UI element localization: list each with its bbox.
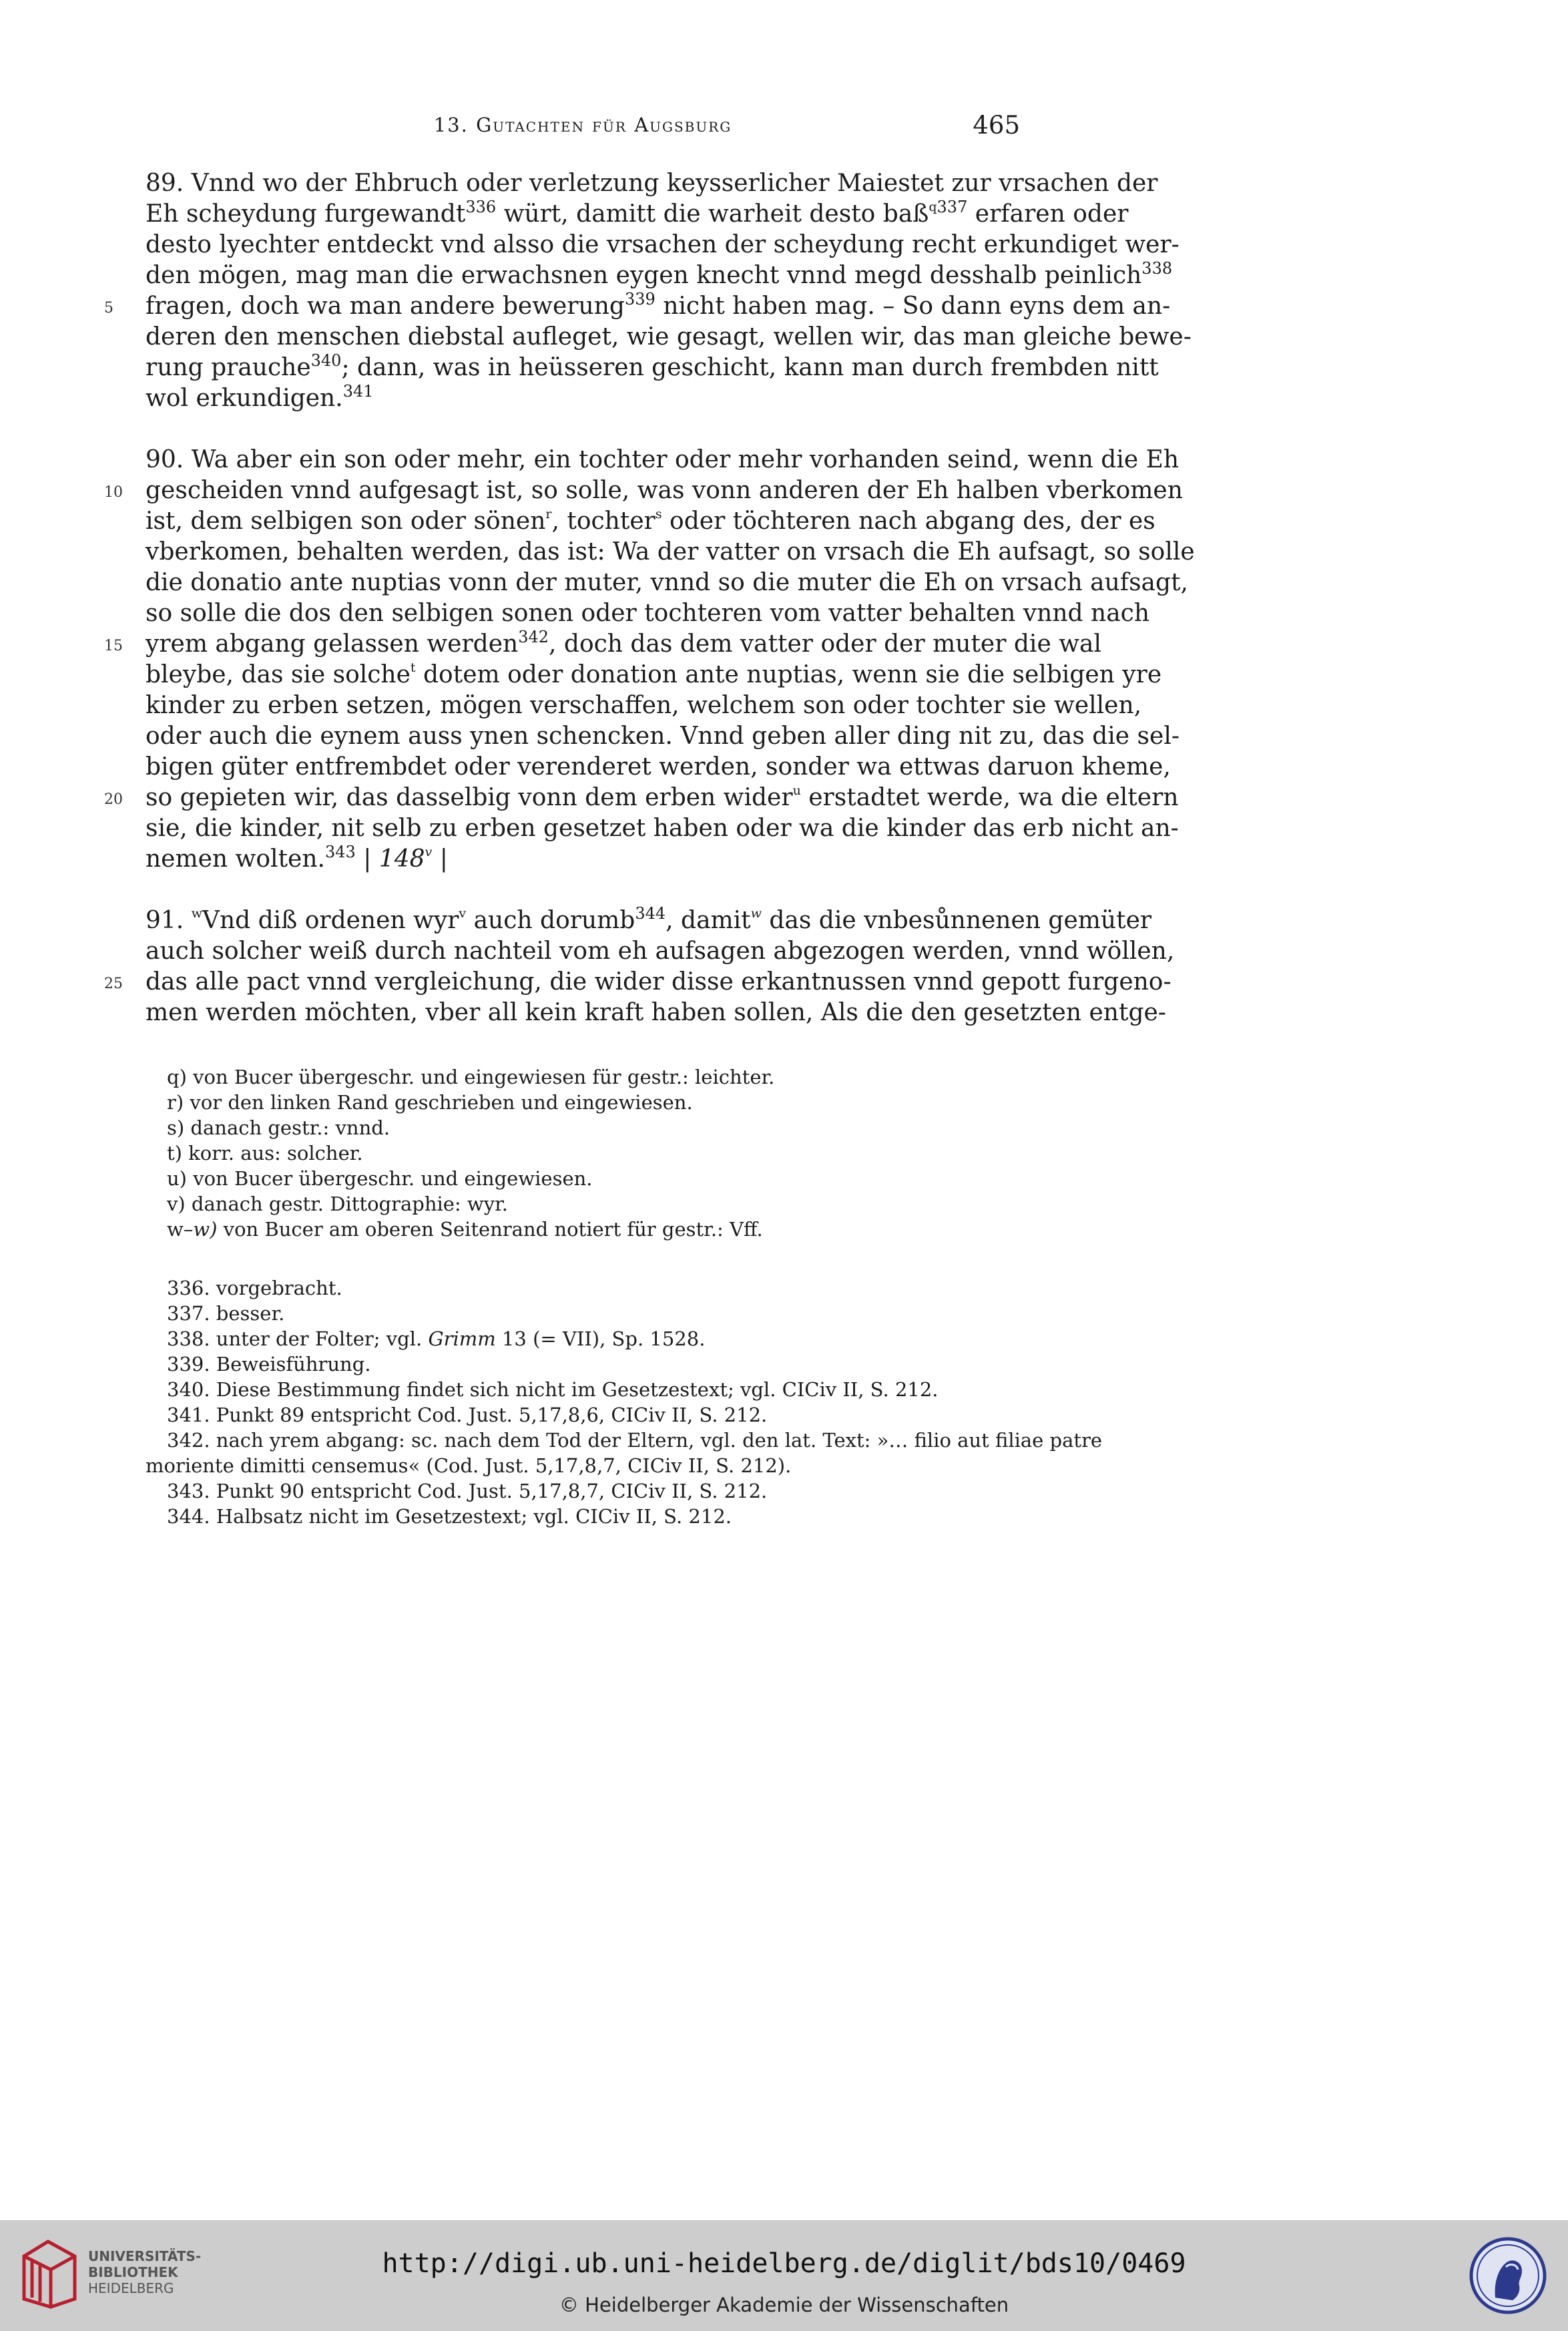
text-line [146, 813, 1179, 844]
text-run: | [355, 845, 379, 873]
text-run: 337. besser. [167, 1302, 285, 1325]
library-name-line: UNIVERSITÄTS- [88, 2248, 202, 2264]
footnote-entry [167, 1326, 1021, 1351]
footer-bar [0, 2220, 1568, 2331]
footer-url[interactable]: http://digi.ub.uni-heidelberg.de/diglit/bds10/0469 [382, 2248, 1186, 2279]
text-run: deren den menschen diebstal aufleget, wie gesagt, wellen wir, das man gleiche bewe- [146, 323, 1192, 351]
text-run: nemen wolten. [146, 845, 325, 873]
text-line [104, 967, 1171, 998]
footer-copyright: © Heidelberger Akademie der Wissenschaften [559, 2294, 1009, 2316]
text-line [104, 628, 1101, 660]
paragraph [104, 168, 1192, 414]
text-run: bigen güter entfrembdet oder verenderet werden, sonder wa ettwas daruon kheme, [146, 753, 1171, 781]
page-number: 465 [973, 111, 1020, 140]
apparatus-ref: v [459, 906, 467, 921]
text-run: , tochter [551, 507, 656, 535]
text-run: sie, die kinder, nit selb zu erben gesetzet haben oder wa die kinder das erb nicht an- [146, 815, 1179, 842]
apparatus-entry [167, 1140, 1021, 1166]
text-run: u) von Bucer übergeschr. und eingewiesen. [167, 1167, 593, 1190]
text-run: moriente dimitti censemus« (Cod. Just. 5,17,8,7, CICiv II, S. 212). [146, 1454, 792, 1477]
text-line [146, 660, 1162, 690]
footnote-entry [167, 1351, 1021, 1377]
footnote-entry [167, 1504, 1021, 1529]
footnote-entry [167, 1275, 1021, 1301]
apparatus-ref: s [655, 507, 662, 521]
footnote-entry [167, 1428, 1103, 1453]
footnote-ref: 343 [324, 843, 356, 861]
text-line [146, 259, 1173, 291]
text-run: gescheiden vnnd aufgesagt ist, so solle, was vonn anderen der Eh halben vberkomen [146, 477, 1183, 504]
line-number: 5 [104, 300, 113, 316]
italic-ref: v [425, 845, 433, 859]
text-run: 340. Diese Bestimmung findet sich nicht im Gesetzestext; vgl. CICiv II, S. 212. [167, 1378, 939, 1401]
text-line [146, 721, 1180, 752]
apparatus-ref: t [410, 660, 416, 675]
text-run: 90. Wa aber ein son oder mehr, ein tochter oder mehr vorhanden seind, wenn die Eh [146, 446, 1180, 473]
text-run: 343. Punkt 90 entspricht Cod. Just. 5,17,8,7, CICiv II, S. 212. [167, 1480, 768, 1502]
footnote-ref: 342 [518, 628, 549, 646]
text-run: dotem oder donation ante nuptias, wenn sie die selbigen yre [415, 661, 1162, 688]
folio-number: 148 [378, 845, 425, 873]
text-run: oder töchteren nach abgang des, der es [662, 507, 1155, 535]
text-run: erfaren oder [967, 200, 1129, 228]
apparatus-entry [167, 1217, 1021, 1242]
footnote-ref: 340 [310, 351, 342, 370]
text-run: 341. Punkt 89 entspricht Cod. Just. 5,17,8,6, CICiv II, S. 212. [167, 1404, 768, 1426]
text-run: desto lyechter entdeckt vnd alsso die vrsachen der scheydung recht erkundiget wer- [146, 231, 1180, 258]
footnote-ref: 339 [624, 290, 656, 308]
text-line [146, 230, 1180, 260]
text-line [104, 290, 1171, 322]
italic-text: w) [193, 1218, 218, 1241]
text-run: erstadtet werde, wa die eltern [800, 784, 1179, 811]
text-run: 91. [146, 907, 192, 934]
footnotes [146, 1275, 1103, 1529]
text-run: kinder zu erben setzen, mögen verschaffen, welchem son oder tochter sie wellen, [146, 692, 1142, 719]
footnote-ref: 337 [937, 198, 968, 216]
text-run: | [432, 845, 448, 873]
text-line [146, 998, 1166, 1028]
text-run: 89. Vnnd wo der Ehbruch oder verletzung keysserlicher Maiestet zur vrsachen der [146, 170, 1158, 197]
text-run: das alle pact vnnd vergleichung, die wider disse erkantnussen vnnd gepott furgeno- [146, 968, 1171, 996]
line-number: 20 [104, 791, 123, 808]
text-run: nicht haben mag. – So dann eyns dem an- [655, 292, 1171, 320]
footnote-ref: 341 [342, 382, 374, 401]
italic-ref: w [750, 906, 762, 921]
text-run: , doch das dem vatter oder der muter die wal [549, 630, 1101, 658]
text-line [146, 537, 1195, 568]
apparatus-ref: r [545, 507, 552, 521]
text-run: auch solcher weiß durch nachteil vom eh aufsagen abgezogen werden, vnnd wöllen, [146, 937, 1175, 965]
apparatus-entry [167, 1166, 1021, 1191]
footnote-entry [167, 1478, 1021, 1504]
paragraph [104, 445, 1195, 875]
footnote-ref: 336 [465, 198, 497, 216]
text-line [146, 690, 1142, 721]
footnote-entry [146, 1453, 1021, 1478]
text-line [146, 844, 1020, 875]
text-run: auch dorumb [466, 907, 635, 934]
text-run: oder auch die eynem auss ynen schencken. Vnnd geben aller ding nit zu, das die sel- [146, 722, 1180, 750]
text-line [146, 351, 1159, 383]
text-line [146, 568, 1188, 598]
running-title: 13. Gutachten für Augsburg [433, 114, 732, 136]
line-number: 15 [104, 638, 123, 654]
running-head [146, 111, 1020, 143]
text-line [146, 936, 1175, 967]
footnote-entry [167, 1301, 1021, 1326]
text-run: 338. unter der Folter; vgl. [167, 1327, 429, 1350]
text-run: fragen, doch wa man andere bewerung [146, 292, 625, 320]
text-run: wol erkundigen. [146, 385, 343, 412]
apparatus-entry [167, 1115, 1021, 1140]
text-run: v) danach gestr. Dittographie: wyr. [167, 1193, 509, 1215]
text-run: 336. vorgebracht. [167, 1277, 342, 1299]
text-run: 13 (= VII), Sp. 1528. [495, 1327, 706, 1350]
apparatus-ref: u [792, 783, 801, 798]
text-run: q) von Bucer übergeschr. und eingewiesen für gestr.: leichter. [167, 1066, 775, 1088]
text-run: so solle die dos den selbigen sonen oder tochteren vom vatter behalten vnnd nach [146, 600, 1150, 627]
apparatus-ref: q [929, 200, 937, 214]
footnote-entry [167, 1377, 1021, 1402]
text-run: so gepieten wir, das dasselbig vonn dem erben wider [146, 784, 793, 811]
text-run: men werden möchten, vber all kein kraft haben sollen, Als die den gesetzten entge- [146, 999, 1166, 1026]
text-run: vberkomen, behalten werden, das ist: Wa der vatter on vrsach die Eh aufsagt, so solle [146, 538, 1195, 566]
paragraph [104, 904, 1175, 1028]
italic-text: Grimm [428, 1327, 496, 1350]
footnote-ref: 344 [635, 904, 666, 923]
portrait-seal-icon [1469, 2236, 1547, 2315]
text-run: 344. Halbsatz nicht im Gesetzestext; vgl. CICiv II, S. 212. [167, 1505, 732, 1528]
text-run: die donatio ante nuptias vonn der muter, vnnd so die muter die Eh on vrsach aufsagt, [146, 569, 1188, 596]
text-run: Eh scheydung furgewandt [146, 200, 466, 228]
library-name-line: HEIDELBERG [88, 2280, 174, 2296]
text-line [146, 506, 1155, 537]
text-run: bleybe, das sie solche [146, 661, 411, 688]
apparatus-entry [167, 1090, 1021, 1115]
text-run: ; dann, was in heüsseren geschicht, kann man durch frembden nitt [341, 354, 1159, 381]
critical-apparatus [167, 1064, 1021, 1242]
text-run: ist, dem selbigen son oder sönen [146, 507, 546, 535]
line-number: 25 [104, 976, 123, 992]
text-line [146, 198, 1129, 230]
text-line [146, 598, 1150, 629]
text-line [146, 752, 1171, 783]
text-line [146, 383, 1020, 414]
apparatus-entry [167, 1191, 1021, 1217]
text-run: yrem abgang gelassen werden [146, 630, 519, 658]
apparatus-entry [167, 1064, 1021, 1090]
text-run: das die vnbesůnnenen gemüter [761, 907, 1152, 934]
apparatus-ref [425, 845, 433, 859]
text-run: w– [167, 1218, 194, 1241]
text-run: den mögen, mag man die erwachsnen eygen knecht vnnd megd desshalb peinlich [146, 262, 1142, 289]
main-text [104, 168, 1195, 1059]
text-line [146, 445, 1180, 475]
text-run: Vnd diß ordenen wyr [202, 907, 459, 934]
footnote-entry [167, 1402, 1021, 1428]
text-run: s) danach gestr.: vnnd. [167, 1116, 390, 1139]
text-line [146, 904, 1152, 936]
text-run: von Bucer am oberen Seitenrand notiert für gestr.: Vff. [217, 1218, 763, 1241]
apparatus-ref [751, 906, 762, 921]
text-line [104, 783, 1179, 813]
text-run: t) korr. aus: solcher. [167, 1142, 363, 1164]
line-number: 10 [104, 484, 123, 501]
text-run: 339. Beweisführung. [167, 1353, 371, 1375]
text-line [146, 168, 1158, 199]
text-line [146, 322, 1192, 353]
text-line [104, 475, 1183, 506]
text-run: , damit [666, 907, 751, 934]
library-name-line: BIBLIOTHEK [88, 2264, 178, 2280]
apparatus-ref: w [191, 906, 202, 921]
text-run: 342. nach yrem abgang: sc. nach dem Tod der Eltern, vgl. den lat. Text: »… filio aut filiae patre [167, 1429, 1103, 1452]
footnote-ref: 338 [1141, 259, 1173, 278]
text-run: r) vor den linken Rand geschrieben und eingewiesen. [167, 1091, 693, 1114]
text-run: würt, damitt die warheit desto baß [496, 200, 929, 228]
text-run: rung prauche [146, 354, 311, 381]
